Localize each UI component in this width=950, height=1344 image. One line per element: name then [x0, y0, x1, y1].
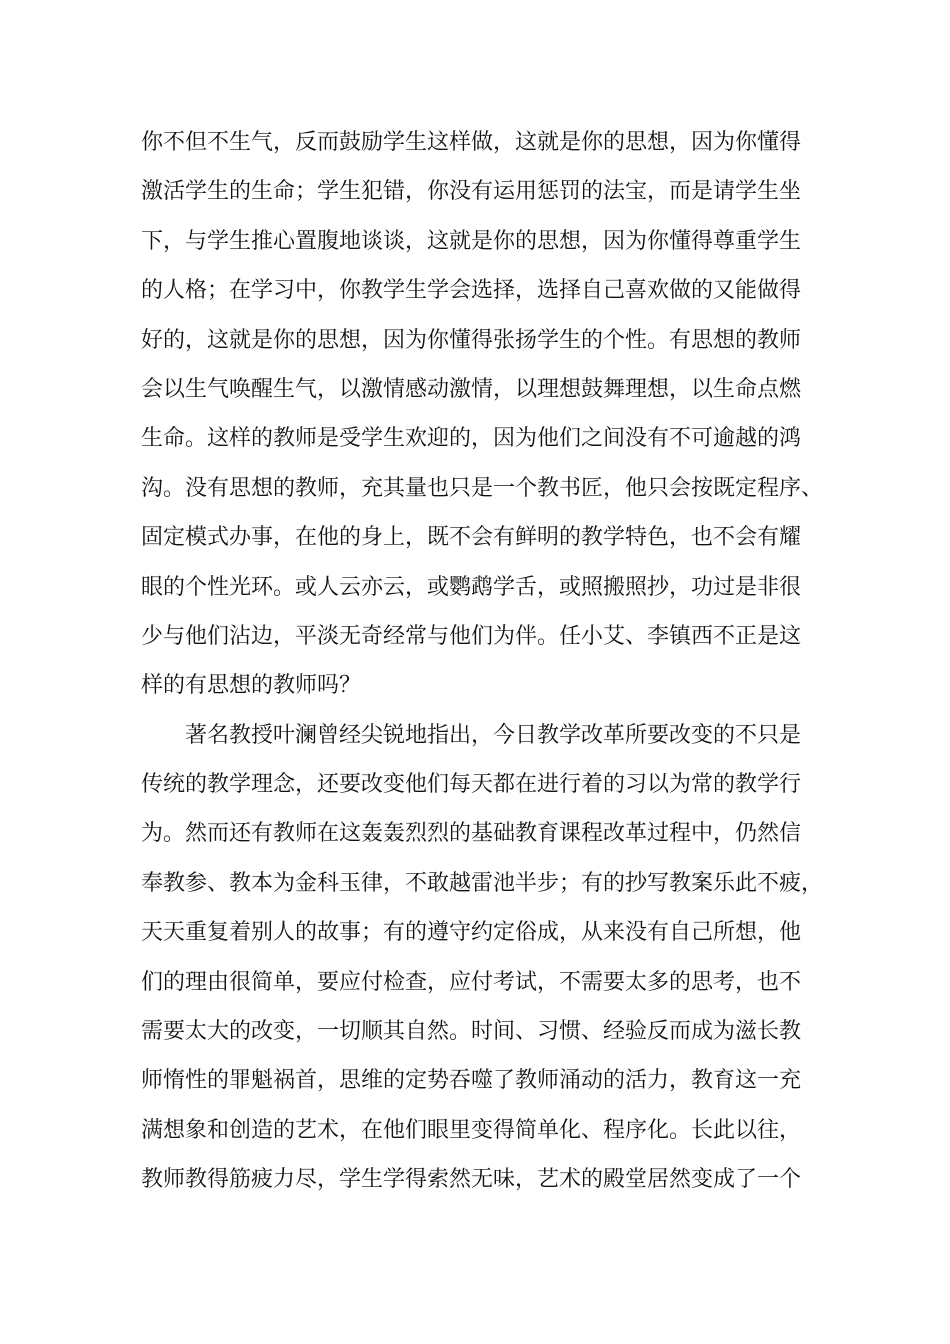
paragraph-1-line: 会以生气唤醒生气，以激情感动激情，以理想鼓舞理想，以生命点燃 — [141, 376, 802, 402]
paragraph-2-line: 传统的教学理念，还要改变他们每天都在进行着的习以为常的教学行 — [141, 772, 802, 798]
paragraph-2-line: 为。然而还有教师在这轰轰烈烈的基础教育课程改革过程中，仍然信 — [141, 821, 802, 847]
paragraph-2-line: 满想象和创造的艺术，在他们眼里变得简单化、程序化。长此以往， — [141, 1117, 802, 1143]
paragraph-2-line: 奉教参、教本为金科玉律，不敢越雷池半步；有的抄写教案乐此不疲， — [141, 870, 824, 896]
paragraph-2-line: 需要太大的改变，一切顺其自然。时间、习惯、经验反而成为滋长教 — [141, 1019, 802, 1045]
paragraph-1-line: 眼的个性光环。或人云亦云，或鹦鹉学舌，或照搬照抄，功过是非很 — [141, 574, 802, 600]
paragraph-2-line: 教师教得筋疲力尽，学生学得索然无味，艺术的殿堂居然变成了一个 — [141, 1167, 802, 1193]
paragraph-2-line: 天天重复着别人的故事；有的遵守约定俗成，从来没有自己所想，他 — [141, 920, 802, 946]
paragraph-1-line: 样的有思想的教师吗？ — [141, 673, 362, 699]
paragraph-1-line: 少与他们沾边，平淡无奇经常与他们为伴。任小艾、李镇西不正是这 — [141, 623, 802, 649]
body-text — [141, 118, 831, 1205]
paragraph-1-line: 固定模式办事，在他的身上，既不会有鲜明的教学特色，也不会有耀 — [141, 525, 802, 551]
paragraph-1-line: 生命。这样的教师是受学生欢迎的，因为他们之间没有不可逾越的鸿 — [141, 426, 802, 452]
paragraph-2-first-line: 著名教授叶澜曾经尖锐地指出，今日教学改革所要改变的不只是 — [185, 722, 802, 748]
paragraph-1-line: 沟。没有思想的教师，充其量也只是一个教书匠，他只会按既定程序、 — [141, 475, 824, 501]
paragraph-1-line: 下，与学生推心置腹地谈谈，这就是你的思想，因为你懂得尊重学生 — [141, 228, 802, 254]
paragraph-1-line: 好的，这就是你的思想，因为你懂得张扬学生的个性。有思想的教师 — [141, 327, 802, 353]
paragraph-2-line: 们的理由很简单，要应付检查，应付考试，不需要太多的思考，也不 — [141, 969, 802, 995]
paragraph-1-line: 的人格；在学习中，你教学生学会选择，选择自己喜欢做的又能做得 — [141, 278, 802, 304]
paragraph-1-line: 你不但不生气，反而鼓励学生这样做，这就是你的思想，因为你懂得 — [141, 130, 802, 155]
paragraph-2-line: 师惰性的罪魁祸首，思维的定势吞噬了教师涌动的活力，教育这一充 — [141, 1068, 802, 1094]
paragraph-1-line: 激活学生的生命；学生犯错，你没有运用惩罚的法宝，而是请学生坐 — [141, 179, 802, 205]
